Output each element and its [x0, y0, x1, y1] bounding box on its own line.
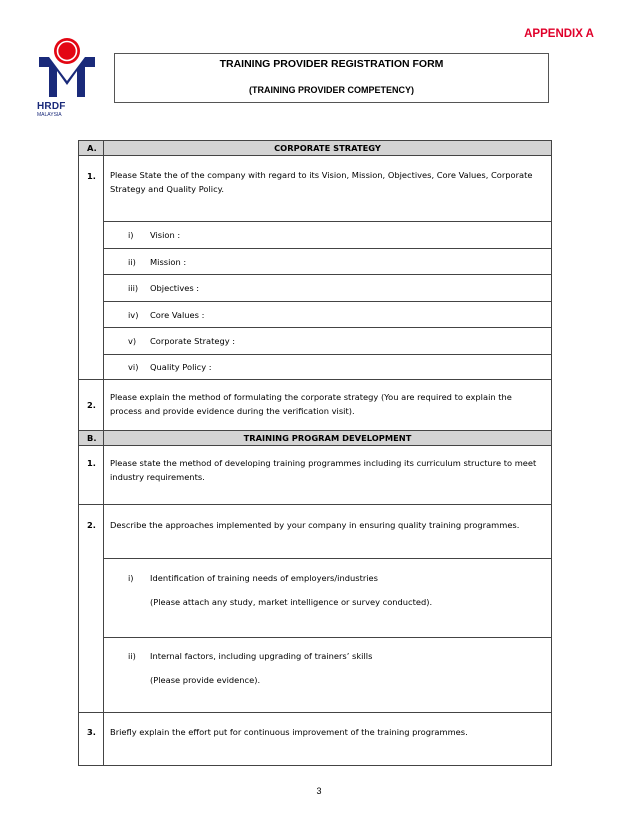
item-roman: ii) [128, 256, 136, 267]
answer-row [79, 249, 552, 275]
item-note: (Please attach any study, market intelligence or survey conducted). [150, 597, 433, 607]
logo-subtext: MALAYSIA [37, 112, 62, 118]
question-text: Please state the method of developing training programmes including its curriculum structure to meet industry requirements. [104, 446, 552, 505]
item-label: Quality Policy : [150, 362, 212, 372]
item-roman: v) [128, 336, 137, 346]
form-title: TRAINING PROVIDER REGISTRATION FORM [219, 58, 444, 70]
item-label: Vision : [150, 230, 181, 240]
item-roman: iv) [128, 309, 139, 320]
question-row [79, 446, 552, 505]
item-label: Identification of training needs of employers/industries [150, 573, 378, 583]
question-text: Please State the of the company with regard to its Vision, Mission, Objectives, Core Values, Corporate Strategy and Quality Policy. [104, 156, 552, 222]
answer-row [79, 355, 552, 380]
question-row [79, 713, 552, 766]
answer-row [79, 302, 552, 328]
question-row [79, 380, 552, 431]
section-title: TRAINING PROGRAM DEVELOPMENT [104, 431, 552, 446]
hrdf-emblem-icon [37, 37, 97, 101]
item-roman: ii) [128, 651, 136, 661]
section-letter: A. [79, 141, 104, 156]
logo-wordmark: HRDF [37, 101, 66, 112]
question-number: 1. [79, 446, 104, 505]
question-text: Briefly explain the effort put for continuous improvement of the training programmes. [104, 713, 552, 766]
question-text: Please explain the method of formulating the corporate strategy (You are required to explain the process and provide evidence during the verification visit). [104, 380, 552, 431]
question-text: Describe the approaches implemented by your company in ensuring quality training programmes. [104, 505, 552, 559]
section-letter: B. [79, 431, 104, 446]
question-number: 1. [79, 156, 104, 380]
hrdf-logo [37, 37, 97, 119]
item-roman: vi) [128, 362, 139, 372]
item-label: Objectives : [150, 283, 200, 293]
appendix-label: APPENDIX A [524, 28, 594, 40]
item-note: (Please provide evidence). [150, 675, 261, 685]
question-row [79, 156, 552, 222]
form-subtitle: (TRAINING PROVIDER COMPETENCY) [248, 85, 414, 95]
answer-row [79, 559, 552, 638]
answer-row [79, 222, 552, 249]
question-row [79, 505, 552, 559]
item-label: Internal factors, including upgrading of trainers’ skills [150, 651, 373, 661]
item-label: Core Values : [150, 309, 205, 320]
page-number: 3 [316, 786, 322, 796]
item-roman: iii) [128, 283, 139, 293]
section-a-header [79, 141, 552, 156]
form-table [78, 140, 552, 766]
item-roman: i) [128, 573, 134, 583]
question-number: 3. [79, 713, 104, 766]
answer-row [79, 328, 552, 355]
answer-row [79, 638, 552, 713]
question-number: 2. [79, 380, 104, 431]
section-title: CORPORATE STRATEGY [104, 141, 552, 156]
item-roman: i) [128, 230, 134, 240]
question-number: 2. [79, 505, 104, 713]
item-label: Corporate Strategy : [150, 336, 236, 346]
section-b-header [79, 431, 552, 446]
answer-row [79, 275, 552, 302]
form-title-box [114, 53, 549, 103]
item-label: Mission : [150, 256, 187, 267]
